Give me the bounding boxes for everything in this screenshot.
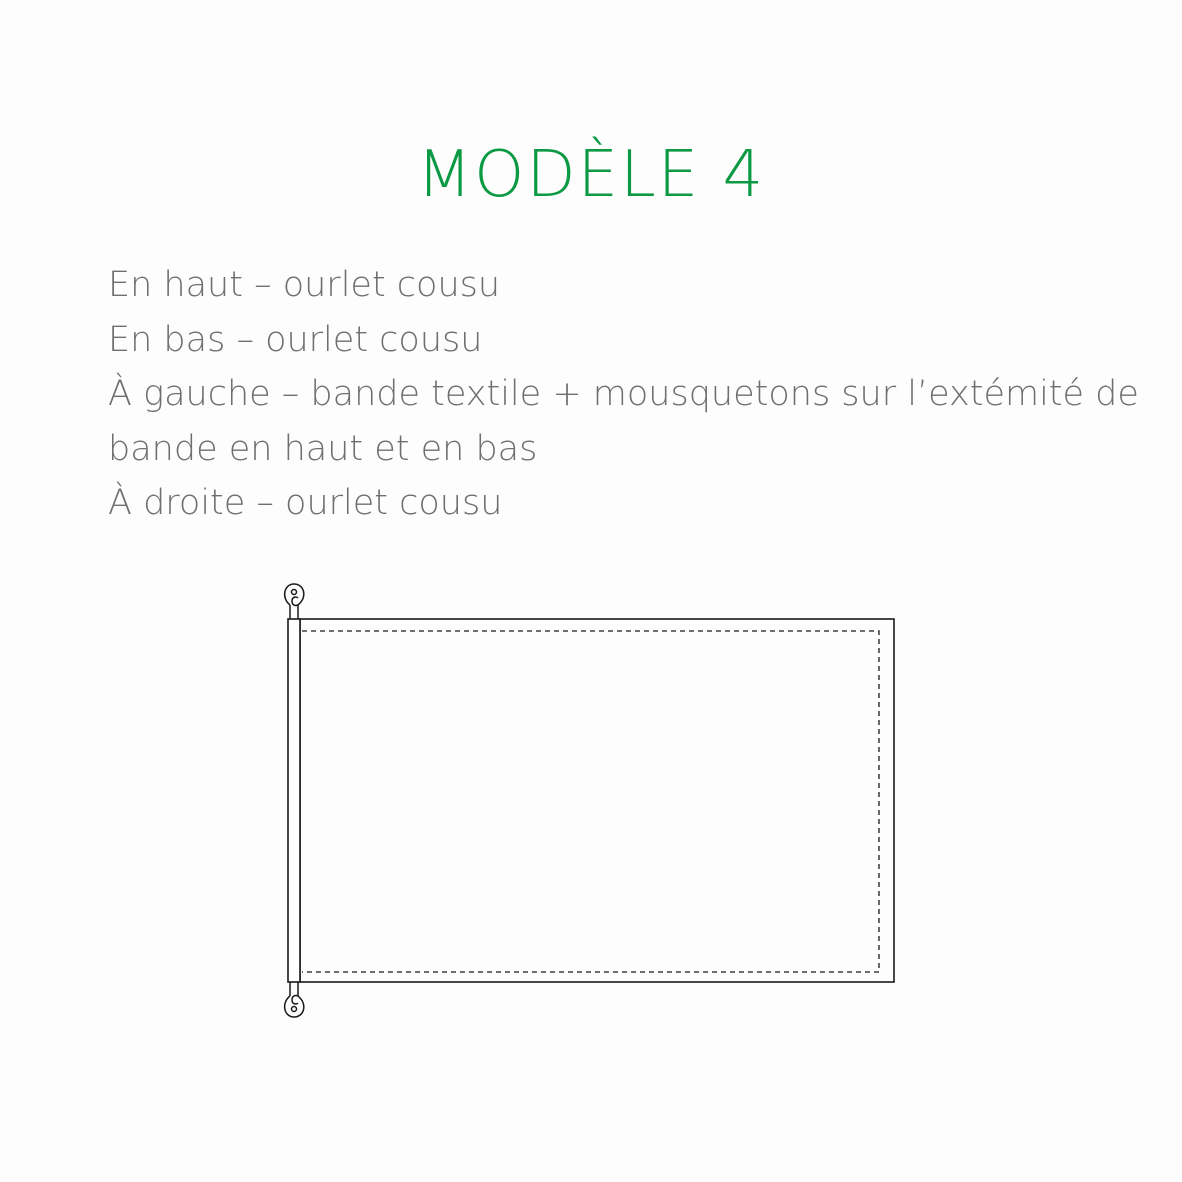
description-line-right-hem: À droite – ourlet cousu <box>108 483 503 523</box>
textile-band <box>288 619 300 982</box>
page-title: MODÈLE 4 <box>416 138 766 212</box>
stitch-line <box>302 631 879 972</box>
description-line-left-band: À gauche – bande textile + mousquetons sur l’extémité de <box>108 374 1139 414</box>
top-carabiner-icon <box>285 584 304 619</box>
description-line-top-hem: En haut – ourlet cousu <box>108 265 501 305</box>
description-line-left-band-continued: bande en haut et en bas <box>108 428 538 469</box>
bottom-carabiner-icon <box>285 982 304 1017</box>
description-line-bottom-hem: En bas – ourlet cousu <box>108 319 483 360</box>
flag-body <box>300 619 894 982</box>
